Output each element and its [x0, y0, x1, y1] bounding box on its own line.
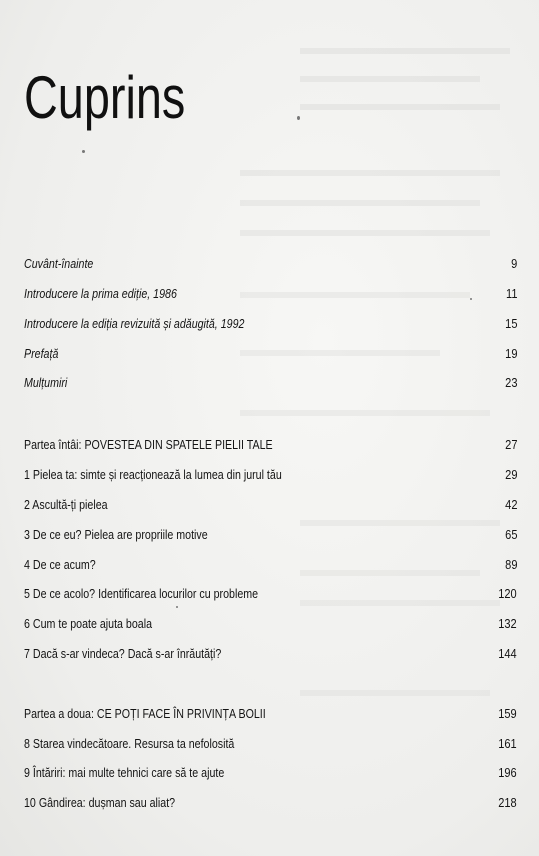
- toc-entry: [24, 256, 517, 276]
- toc-entry: [24, 795, 517, 815]
- toc-entry-label: 3 De ce eu? Pielea are propriile motive: [24, 527, 208, 542]
- toc-entry-label: Cuvânt-înainte: [24, 256, 94, 271]
- toc-entry-page-number: 42: [504, 497, 517, 512]
- toc-entry: [24, 646, 517, 666]
- toc-entry-label: Mulțumiri: [24, 375, 68, 390]
- toc-entry-label: Introducere la ediția revizuită și adăugită, 1992: [24, 316, 245, 331]
- toc-entry-page-number: 27: [504, 437, 517, 452]
- toc-entry-page-number: 196: [498, 765, 517, 780]
- toc-entry-page-number: 9: [510, 256, 517, 271]
- toc-entry-page-number: 65: [504, 527, 517, 542]
- toc-entry-label: 8 Starea vindecătoare. Resursa ta nefolosită: [24, 736, 235, 751]
- toc-entry-label: 1 Pielea ta: simte și reacționează la lumea din jurul tău: [24, 467, 282, 482]
- toc-entry: [24, 497, 517, 517]
- toc-entry-page-number: 11: [505, 286, 517, 301]
- toc-entry: [24, 286, 517, 306]
- print-speck: [470, 298, 472, 300]
- toc-entry: [24, 765, 517, 785]
- page-title: Cuprins: [24, 64, 186, 131]
- print-speck: [297, 116, 300, 120]
- toc-entry-page-number: 19: [504, 346, 517, 361]
- toc-entry-label: 4 De ce acum?: [24, 557, 96, 572]
- toc-entry: [24, 375, 517, 395]
- toc-entry-label: 10 Gândirea: dușman sau aliat?: [24, 795, 176, 810]
- toc-entry-label: Partea a doua: CE POȚI FACE ÎN PRIVINȚA BOLII: [24, 706, 266, 721]
- toc-entry: [24, 467, 517, 487]
- toc-entry: [24, 736, 517, 756]
- toc-entry-page-number: 218: [498, 795, 517, 810]
- toc-entry-label: Prefață: [24, 346, 59, 361]
- toc-entry: [24, 346, 517, 366]
- toc-entry-page-number: 89: [504, 557, 517, 572]
- toc-entry: [24, 527, 517, 547]
- toc-entry-label: 9 Întăriri: mai multe tehnici care să te ajute: [24, 765, 225, 780]
- toc-entry: [24, 437, 517, 457]
- toc-entry-label: 2 Ascultă-ți pielea: [24, 497, 108, 512]
- toc-entry-label: Partea întâi: POVESTEA DIN SPATELE PIELII TALE: [24, 437, 273, 452]
- toc-entry-page-number: 23: [504, 375, 517, 390]
- toc-entry: [24, 616, 517, 636]
- toc-entry-page-number: 29: [504, 467, 517, 482]
- toc-entry-page-number: 161: [498, 736, 517, 751]
- toc-entry-label: 7 Dacă s-ar vindeca? Dacă s-ar înrăutăți?: [24, 646, 222, 661]
- print-speck: [176, 606, 178, 608]
- toc-entry: [24, 557, 517, 577]
- toc-entry: [24, 316, 517, 336]
- toc-entry-page-number: 144: [498, 646, 517, 661]
- toc-entry-page-number: 120: [498, 586, 517, 601]
- toc-entry-label: 5 De ce acolo? Identificarea locurilor cu probleme: [24, 586, 259, 601]
- toc-entry-page-number: 159: [498, 706, 517, 721]
- toc-entry: [24, 706, 517, 726]
- print-speck: [82, 150, 85, 153]
- toc-entry: [24, 586, 517, 606]
- toc-entry-label: 6 Cum te poate ajuta boala: [24, 616, 153, 631]
- toc-entry-page-number: 132: [498, 616, 517, 631]
- toc-entry-page-number: 15: [504, 316, 517, 331]
- toc-entry-label: Introducere la prima ediție, 1986: [24, 286, 177, 301]
